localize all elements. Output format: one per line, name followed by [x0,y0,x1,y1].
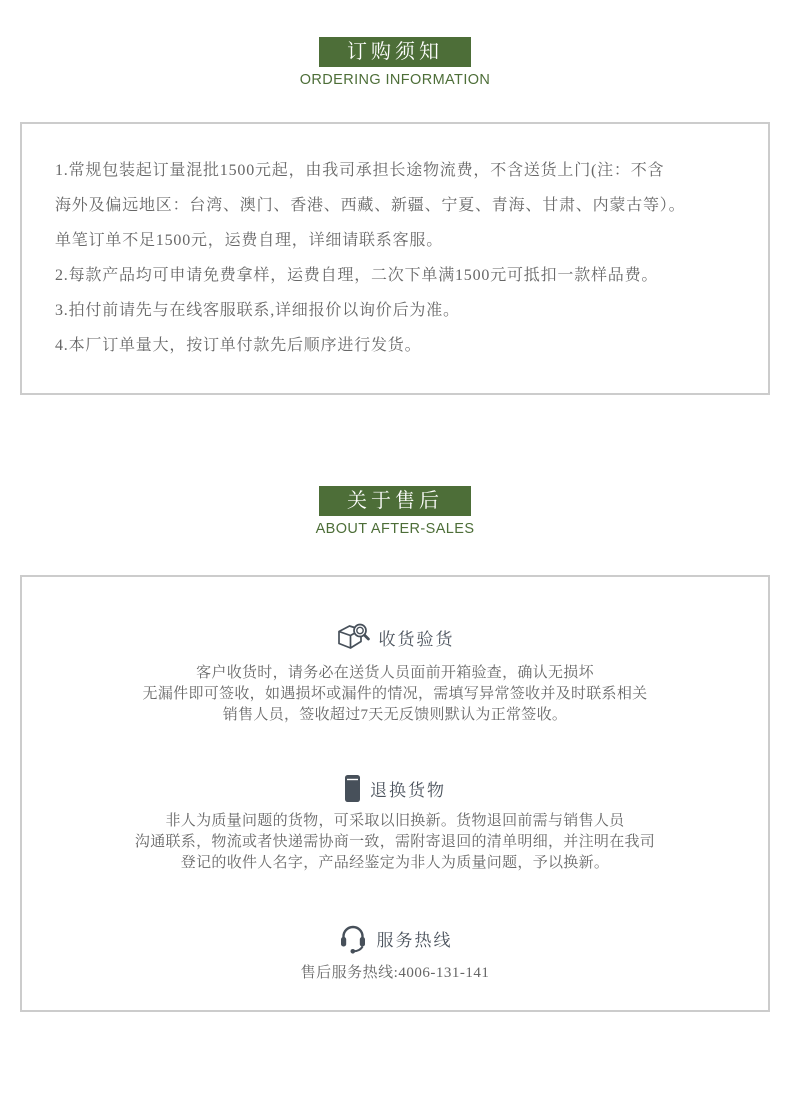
after-sales-subtitle: ABOUT AFTER-SALES [315,521,475,537]
ordering-title-badge: 订购须知 [319,37,471,67]
receive-inspect-section-head [62,621,728,653]
receive-inspect-text [62,663,728,726]
text-line: 无漏件即可签收，如遇损坏或漏件的情况，需填写异常签收并及时联系相关 [142,686,648,702]
text-line: 沟通联系，物流或者快递需协商一致，需附寄退回的清单明细，并注明在我司 [134,834,656,850]
text-line: 非人为质量问题的货物，可采取以旧换新。货物退回前需与销售人员 [165,813,625,829]
return-exchange-text [62,811,728,874]
ordering-subtitle: ORDERING INFORMATION [299,72,491,88]
box-magnifier-icon [336,621,370,653]
return-exchange-section-head [62,774,728,803]
text-line: 销售人员，签收超过7天无反馈则默认为正常签收。 [222,707,568,723]
mobile-phone-icon [344,774,361,803]
headset-icon [338,922,368,954]
ordering-line: 海外及偏远地区：台湾、澳门、香港、西藏、新疆、宁夏、青海、甘肃、内蒙古等）。 [55,197,686,214]
ordering-header [0,37,790,88]
ordering-line: 4.本厂订单量大，按订单付款先后顺序进行发货。 [55,337,422,354]
receive-inspect-title: 收货验货 [378,629,455,649]
service-hotline-title: 服务热线 [376,930,453,950]
after-sales-header [0,486,790,537]
service-hotline-section-head [62,922,728,954]
after-sales-title-badge: 关于售后 [319,486,471,516]
service-hotline-number: 售后服务热线:4006-131-141 [300,965,490,981]
ordering-panel [20,122,770,395]
ordering-line: 单笔订单不足1500元，运费自理，详细请联系客服。 [55,232,444,249]
return-exchange-title: 退换货物 [370,781,446,800]
ordering-line: 2.每款产品均可申请免费拿样，运费自理，二次下单满1500元可抵扣一款样品费。 [55,267,659,284]
ordering-line: 1.常规包装起订量混批1500元起，由我司承担长途物流费，不含送货上门(注：不含 [55,162,665,179]
product-detail-page [0,37,790,1114]
after-sales-panel [20,575,770,1012]
text-line: 登记的收件人名字，产品经鉴定为非人为质量问题，予以换新。 [180,855,610,871]
text-line: 客户收货时，请务必在送货人员面前开箱验查，确认无损坏 [196,665,594,681]
ordering-line: 3.拍付前请先与在线客服联系,详细报价以询价后为准。 [55,302,460,319]
